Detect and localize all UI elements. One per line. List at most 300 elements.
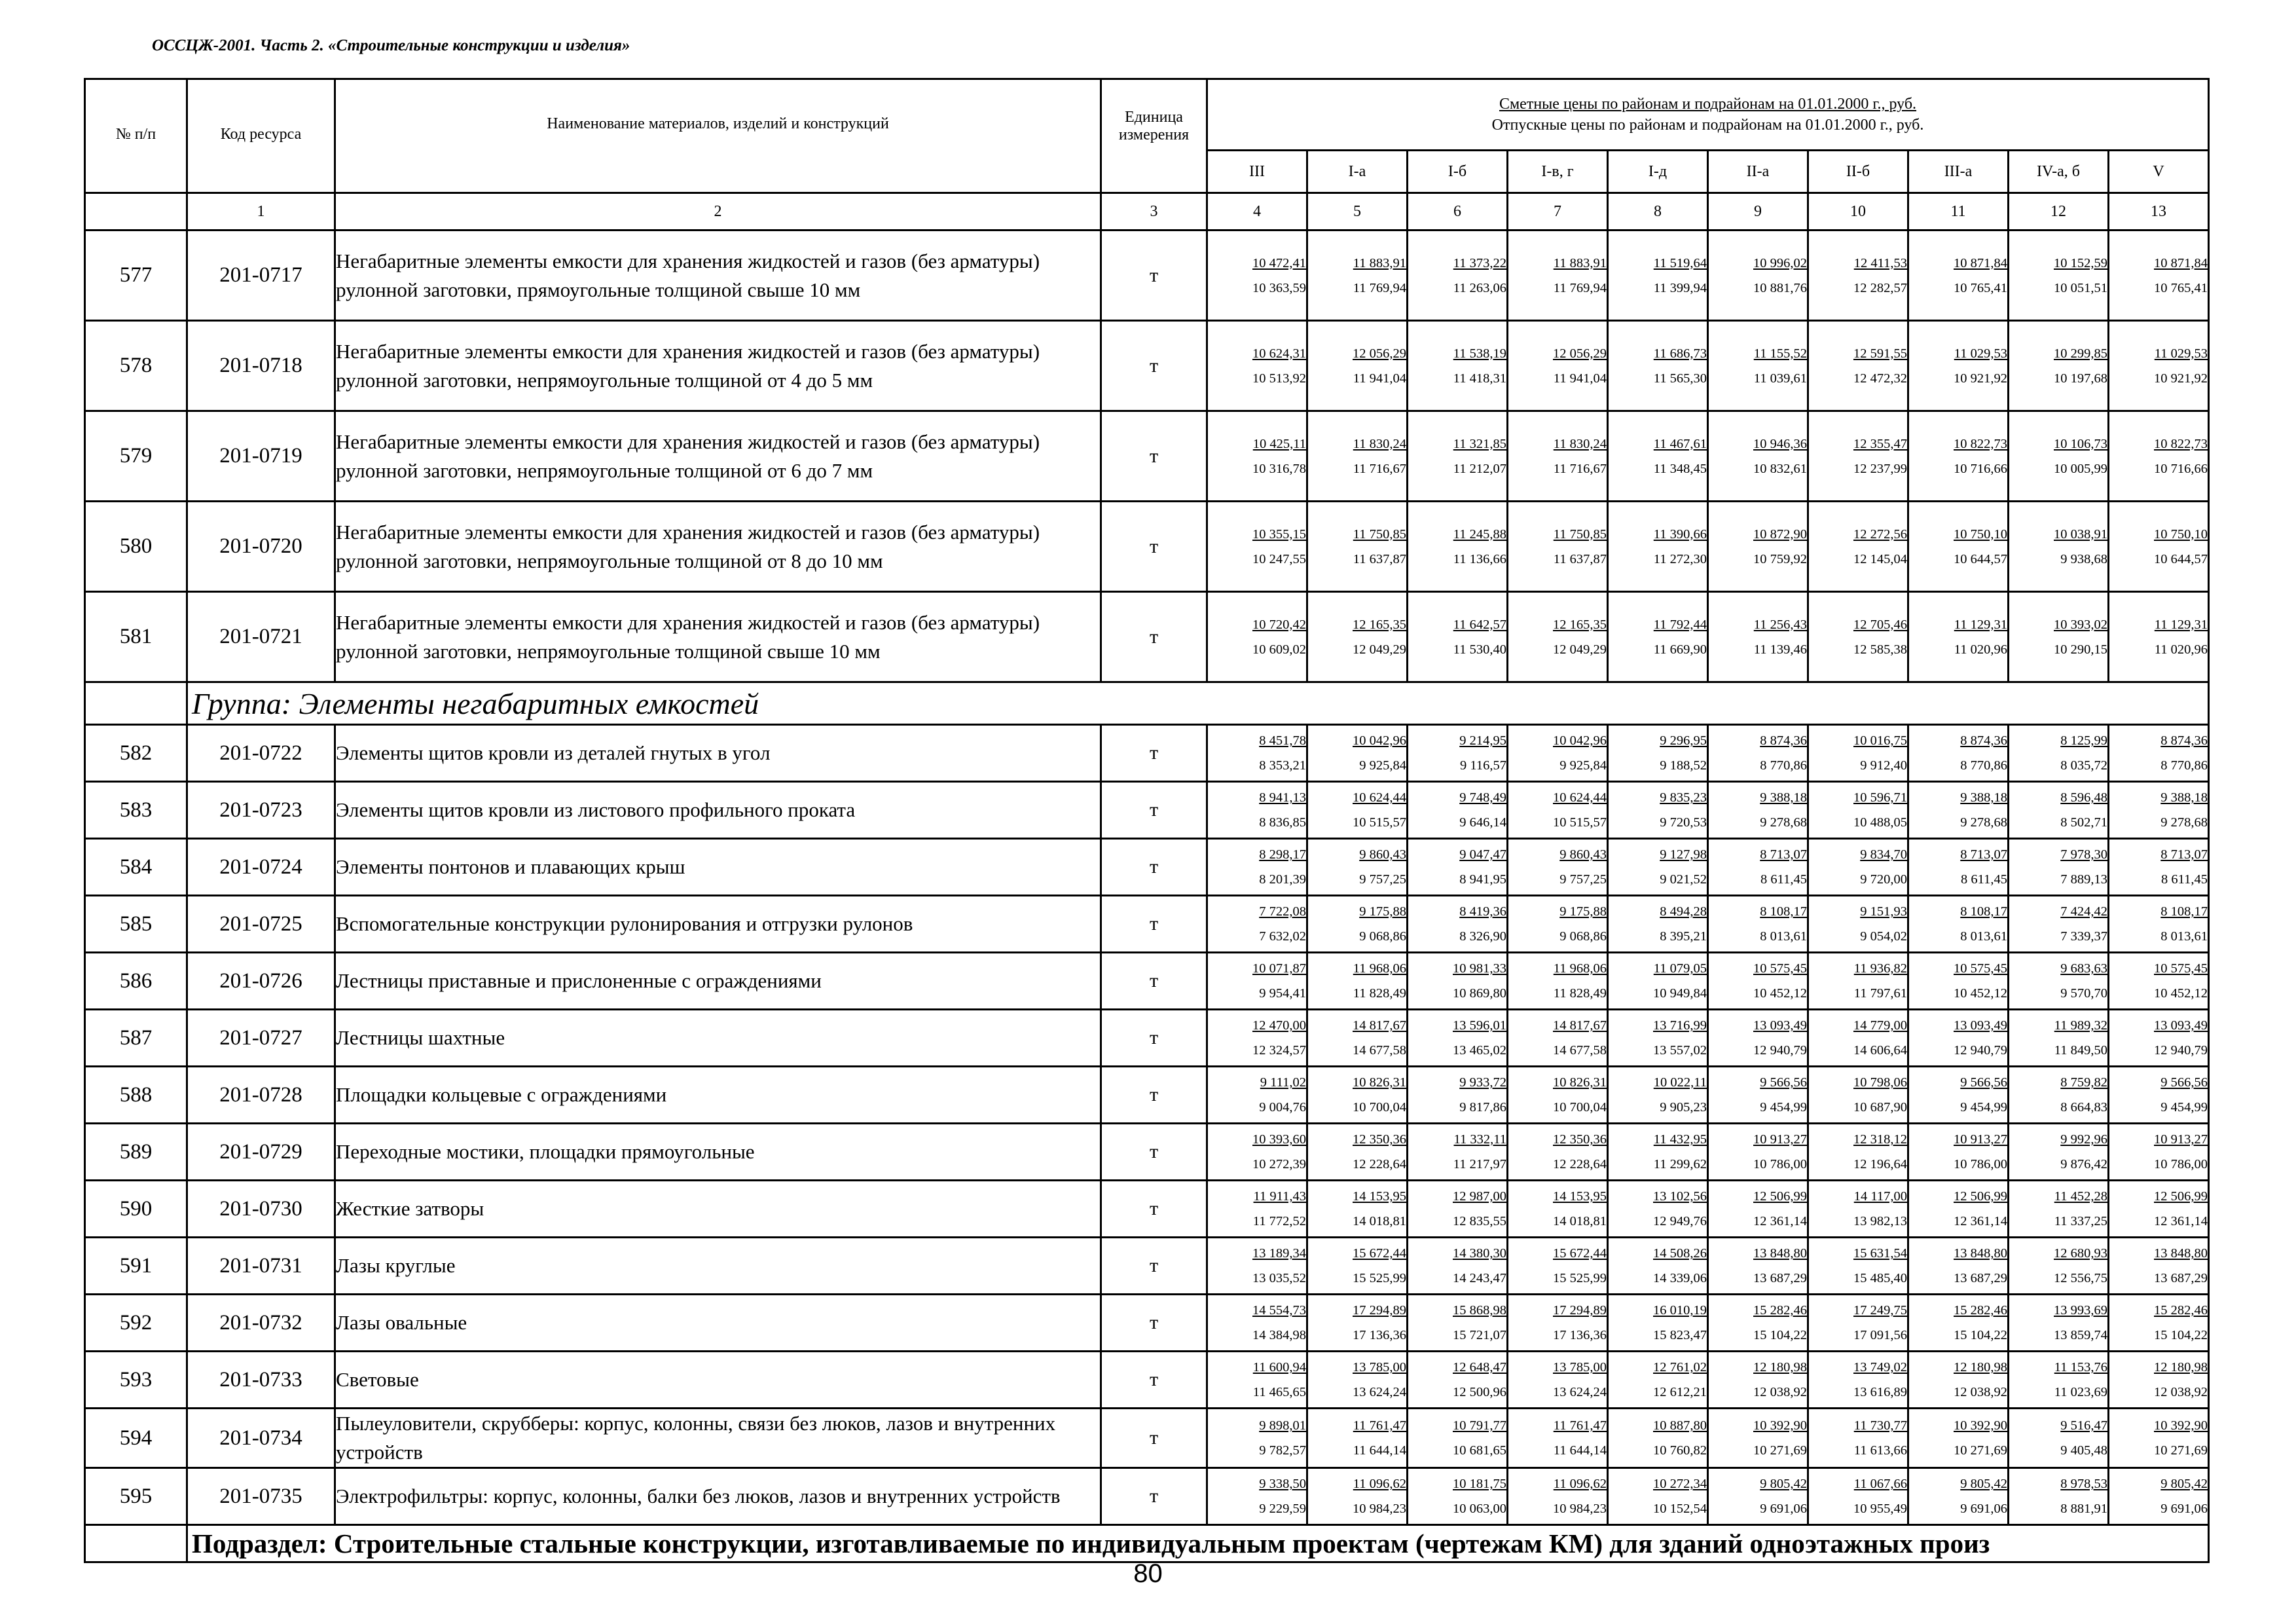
header-prices [1207, 79, 2209, 151]
price-cell [1207, 1238, 1307, 1295]
price-cell [1808, 1352, 1908, 1409]
row-number: 590 [85, 1181, 187, 1238]
estimate-price: 11 750,85 [1353, 526, 1406, 542]
item-name: Негабаритные элементы емкости для хранения жидкостей и газов (без арматуры) рулонной заготовки, непрямоугольные толщиной от 6 до 7 мм [335, 411, 1101, 502]
release-price: 10 452,12 [1954, 986, 2007, 1001]
release-price: 7 889,13 [2060, 872, 2107, 887]
group-row [85, 682, 2209, 725]
price-cell [1307, 1295, 1408, 1352]
estimate-price: 10 750,10 [1954, 526, 2007, 542]
price-cell [1708, 1352, 1808, 1409]
estimate-price: 12 180,98 [1753, 1360, 1807, 1375]
price-cell [1207, 953, 1307, 1010]
estimate-price: 10 355,15 [1252, 526, 1306, 542]
price-cell [1908, 953, 2009, 1010]
estimate-price: 10 425,11 [1252, 436, 1306, 451]
estimate-price: 9 566,56 [1760, 1075, 1807, 1090]
table-row [85, 1067, 2209, 1124]
estimate-price: 12 591,55 [1853, 346, 1907, 361]
price-cell [1808, 782, 1908, 839]
price-cell [1508, 411, 1608, 502]
price-cell [1708, 321, 1808, 411]
release-price: 11 941,04 [1353, 371, 1406, 386]
estimate-price: 7 978,30 [2060, 847, 2107, 862]
price-cell [1608, 1409, 1708, 1468]
price-cell [1908, 1409, 2009, 1468]
row-number: 594 [85, 1409, 187, 1468]
estimate-price: 13 596,01 [1453, 1018, 1506, 1033]
price-cell [1508, 1352, 1608, 1409]
price-cell [2109, 502, 2209, 592]
region-header: V [2109, 151, 2209, 193]
release-price: 17 091,56 [1853, 1328, 1907, 1342]
price-cell [1608, 1352, 1708, 1409]
release-price: 11 217,97 [1453, 1157, 1506, 1172]
release-price: 9 054,02 [1860, 929, 1907, 944]
column-number: 4 [1207, 193, 1307, 231]
estimate-price: 12 318,12 [1853, 1132, 1907, 1147]
release-price: 10 063,00 [1453, 1502, 1506, 1516]
estimate-price: 12 761,02 [1653, 1360, 1707, 1375]
release-price: 9 116,57 [1460, 758, 1506, 773]
price-cell [1408, 411, 1508, 502]
price-cell [1508, 321, 1608, 411]
release-price: 9 278,68 [2160, 815, 2208, 830]
column-number: 8 [1608, 193, 1708, 231]
item-name: Лестницы приставные и прислоненные с ограждениями [335, 953, 1101, 1010]
row-number: 584 [85, 839, 187, 896]
estimate-price: 8 874,36 [2160, 733, 2208, 748]
release-price: 10 716,66 [1954, 461, 2007, 476]
release-price: 9 068,86 [1559, 929, 1607, 944]
price-cell [1408, 231, 1508, 321]
price-cell [1608, 231, 1708, 321]
release-price: 9 004,76 [1259, 1100, 1306, 1115]
row-number: 579 [85, 411, 187, 502]
release-price: 9 925,84 [1359, 758, 1406, 773]
header-prices-release: Отпускные цены по районам и подрайонам на 01.01.2000 г., руб. [1491, 117, 1924, 134]
resource-code: 201-0729 [187, 1124, 335, 1181]
price-cell [1207, 1409, 1307, 1468]
price-cell [2009, 1181, 2109, 1238]
estimate-price: 10 299,85 [2054, 346, 2107, 361]
table-row [85, 1352, 2209, 1409]
price-cell [1608, 1010, 1708, 1067]
item-name: Элементы щитов кровли из деталей гнутых в угол [335, 725, 1101, 782]
release-price: 9 905,23 [1660, 1100, 1707, 1115]
estimate-price: 12 355,47 [1853, 436, 1907, 451]
table-row [85, 839, 2209, 896]
price-table [84, 78, 2210, 1563]
price-cell [1908, 231, 2009, 321]
estimate-price: 13 093,49 [2154, 1018, 2208, 1033]
estimate-price: 10 750,10 [2154, 526, 2208, 542]
release-price: 12 612,21 [1653, 1385, 1707, 1399]
estimate-price: 8 978,53 [2060, 1477, 2107, 1491]
estimate-price: 11 830,24 [1553, 436, 1607, 451]
estimate-price: 9 338,50 [1259, 1477, 1306, 1491]
release-price: 12 940,79 [1954, 1043, 2007, 1058]
estimate-price: 13 848,80 [2154, 1246, 2208, 1261]
price-cell [1808, 1295, 1908, 1352]
release-price: 12 038,92 [1954, 1385, 2007, 1399]
price-cell [1908, 1295, 2009, 1352]
price-cell [1307, 839, 1408, 896]
price-cell [1207, 1067, 1307, 1124]
item-name: Лазы круглые [335, 1238, 1101, 1295]
estimate-price: 10 106,73 [2054, 436, 2107, 451]
estimate-price: 11 373,22 [1453, 255, 1506, 270]
unit-cell: т [1101, 592, 1207, 682]
release-price: 10 051,51 [2054, 280, 2107, 295]
estimate-price: 10 042,96 [1353, 733, 1406, 748]
release-price: 11 828,49 [1553, 986, 1607, 1001]
price-cell [2009, 411, 2109, 502]
price-cell [1408, 782, 1508, 839]
release-price: 17 136,36 [1353, 1328, 1406, 1342]
release-price: 11 263,06 [1453, 280, 1506, 295]
price-cell [1408, 1409, 1508, 1468]
estimate-price: 11 750,85 [1553, 526, 1607, 542]
release-price: 11 849,50 [2054, 1043, 2107, 1058]
row-number: 592 [85, 1295, 187, 1352]
price-cell [1908, 1468, 2009, 1525]
release-price: 10 271,69 [1954, 1443, 2007, 1458]
price-cell [1307, 321, 1408, 411]
release-price: 11 716,67 [1353, 461, 1406, 476]
price-cell [1808, 1181, 1908, 1238]
price-cell [1508, 502, 1608, 592]
estimate-price: 8 713,07 [1760, 847, 1807, 862]
price-cell [1808, 1468, 1908, 1525]
estimate-price: 9 992,96 [2060, 1132, 2107, 1147]
price-cell [1808, 411, 1908, 502]
row-number: 588 [85, 1067, 187, 1124]
price-cell [1808, 839, 1908, 896]
release-price: 9 954,41 [1259, 986, 1306, 1001]
estimate-price: 13 716,99 [1653, 1018, 1707, 1033]
item-name: Негабаритные элементы емкости для хранения жидкостей и газов (без арматуры) рулонной заготовки, прямоугольные толщиной свыше 10 мм [335, 231, 1101, 321]
price-cell [1808, 502, 1908, 592]
estimate-price: 10 624,44 [1353, 790, 1406, 805]
estimate-price: 8 108,17 [1960, 904, 2007, 919]
price-cell [1808, 953, 1908, 1010]
release-price: 15 485,40 [1853, 1271, 1907, 1285]
price-cell [2009, 1010, 2109, 1067]
estimate-price: 9 860,43 [1559, 847, 1607, 862]
price-cell [1708, 1468, 1808, 1525]
unit-cell: т [1101, 321, 1207, 411]
estimate-price: 13 093,49 [1753, 1018, 1807, 1033]
release-price: 9 188,52 [1660, 758, 1707, 773]
estimate-price: 13 848,80 [1753, 1246, 1807, 1261]
item-name: Площадки кольцевые с ограждениями [335, 1067, 1101, 1124]
estimate-price: 12 411,53 [1853, 255, 1907, 270]
price-cell [2009, 231, 2109, 321]
estimate-price: 9 566,56 [1960, 1075, 2007, 1090]
release-price: 8 395,21 [1660, 929, 1707, 944]
table-row [85, 896, 2209, 953]
release-price: 11 212,07 [1453, 461, 1506, 476]
estimate-price: 13 993,69 [2054, 1303, 2107, 1318]
price-cell [1408, 1067, 1508, 1124]
estimate-price: 9 175,88 [1559, 904, 1607, 919]
estimate-price: 13 785,00 [1353, 1360, 1406, 1375]
estimate-price: 15 631,54 [1853, 1246, 1907, 1261]
price-cell [1408, 1124, 1508, 1181]
release-price: 9 720,00 [1860, 872, 1907, 887]
price-cell [1207, 896, 1307, 953]
estimate-price: 10 822,73 [1954, 436, 2007, 451]
release-price: 12 196,64 [1853, 1157, 1907, 1172]
release-price: 10 765,41 [1954, 280, 2007, 295]
estimate-price: 9 388,18 [1760, 790, 1807, 805]
price-cell [1508, 1124, 1608, 1181]
estimate-price: 14 817,67 [1353, 1018, 1406, 1033]
estimate-price: 11 761,47 [1353, 1418, 1406, 1433]
header-name: Наименование материалов, изделий и конструкций [335, 79, 1101, 193]
estimate-price: 9 805,42 [2160, 1477, 2208, 1491]
price-cell [1508, 896, 1608, 953]
release-price: 10 488,05 [1853, 815, 1907, 830]
item-name: Пылеуловители, скрубберы: корпус, колонны, связи без люков, лазов и внутренних устройств [335, 1409, 1101, 1468]
estimate-price: 15 672,44 [1353, 1246, 1406, 1261]
price-cell [1207, 1010, 1307, 1067]
resource-code: 201-0733 [187, 1352, 335, 1409]
price-cell [1708, 231, 1808, 321]
estimate-price: 12 056,29 [1553, 346, 1607, 361]
resource-code: 201-0730 [187, 1181, 335, 1238]
release-price: 8 035,72 [2060, 758, 2107, 773]
row-number: 591 [85, 1238, 187, 1295]
estimate-price: 13 749,02 [1853, 1360, 1907, 1375]
release-price: 9 278,68 [1760, 815, 1807, 830]
estimate-price: 8 125,99 [2060, 733, 2107, 748]
resource-code: 201-0721 [187, 592, 335, 682]
column-number: 10 [1808, 193, 1908, 231]
release-price: 8 201,39 [1259, 872, 1306, 887]
resource-code: 201-0726 [187, 953, 335, 1010]
estimate-price: 10 720,42 [1252, 617, 1306, 632]
release-price: 11 530,40 [1453, 642, 1506, 657]
estimate-price: 9 151,93 [1860, 904, 1907, 919]
estimate-price: 8 874,36 [1960, 733, 2007, 748]
estimate-price: 11 600,94 [1252, 1360, 1306, 1375]
row-number: 586 [85, 953, 187, 1010]
unit-cell: т [1101, 231, 1207, 321]
release-price: 13 035,52 [1252, 1271, 1306, 1285]
release-price: 14 677,58 [1353, 1043, 1406, 1058]
estimate-price: 12 165,35 [1553, 617, 1607, 632]
estimate-price: 10 392,90 [2154, 1418, 2208, 1433]
header-unit [1101, 79, 1207, 193]
estimate-price: 11 079,05 [1653, 961, 1707, 976]
price-cell [1708, 411, 1808, 502]
price-cell [1908, 321, 2009, 411]
price-cell [1207, 231, 1307, 321]
column-number: 13 [2109, 193, 2209, 231]
price-cell [1708, 953, 1808, 1010]
estimate-price: 10 392,90 [1954, 1418, 2007, 1433]
release-price: 9 691,06 [1760, 1502, 1807, 1516]
item-name: Жесткие затворы [335, 1181, 1101, 1238]
estimate-price: 11 332,11 [1453, 1132, 1506, 1147]
row-number: 583 [85, 782, 187, 839]
price-cell [1408, 1010, 1508, 1067]
price-cell [1508, 1181, 1608, 1238]
estimate-price: 12 056,29 [1353, 346, 1406, 361]
header-code: Код ресурса [187, 79, 335, 193]
estimate-price: 10 826,31 [1353, 1075, 1406, 1090]
release-price: 7 632,02 [1259, 929, 1306, 944]
release-price: 10 687,90 [1853, 1100, 1907, 1115]
price-cell [2109, 231, 2209, 321]
price-cell [2109, 321, 2209, 411]
release-price: 11 797,61 [1853, 986, 1907, 1001]
estimate-price: 11 153,76 [2054, 1360, 2107, 1375]
price-cell [1708, 782, 1808, 839]
unit-cell: т [1101, 1067, 1207, 1124]
price-cell [1608, 1067, 1708, 1124]
estimate-price: 8 759,82 [2060, 1075, 2107, 1090]
estimate-price: 12 506,99 [1753, 1189, 1807, 1204]
price-cell [1307, 953, 1408, 1010]
table-row [85, 1181, 2209, 1238]
price-cell [1608, 725, 1708, 782]
release-price: 12 361,14 [2154, 1214, 2208, 1228]
running-head: ОССЦЖ-2001. Часть 2. «Строительные конструкции и изделия» [152, 37, 630, 54]
release-price: 15 525,99 [1353, 1271, 1406, 1285]
price-cell [1408, 1295, 1508, 1352]
release-price: 11 299,62 [1653, 1157, 1707, 1172]
item-name: Вспомогательные конструкции рулонирования и отгрузки рулонов [335, 896, 1101, 953]
estimate-price: 14 817,67 [1553, 1018, 1607, 1033]
release-price: 11 039,61 [1753, 371, 1807, 386]
price-cell [1508, 1468, 1608, 1525]
estimate-price: 10 392,90 [1753, 1418, 1807, 1433]
price-cell [1307, 782, 1408, 839]
estimate-price: 10 472,41 [1252, 255, 1306, 270]
price-cell [2109, 839, 2209, 896]
price-cell [1508, 953, 1608, 1010]
estimate-price: 11 129,31 [2154, 617, 2208, 632]
release-price: 8 013,61 [1760, 929, 1807, 944]
estimate-price: 8 108,17 [2160, 904, 2208, 919]
release-price: 14 384,98 [1252, 1328, 1306, 1342]
row-number: 593 [85, 1352, 187, 1409]
price-cell [1908, 1067, 2009, 1124]
item-name: Элементы щитов кровли из листового профильного проката [335, 782, 1101, 839]
resource-code: 201-0718 [187, 321, 335, 411]
release-price: 12 940,79 [2154, 1043, 2208, 1058]
resource-code: 201-0725 [187, 896, 335, 953]
price-cell [1307, 1468, 1408, 1525]
estimate-price: 10 038,91 [2054, 526, 2107, 542]
unit-cell: т [1101, 896, 1207, 953]
price-cell [2109, 1124, 2209, 1181]
estimate-price: 11 686,73 [1653, 346, 1707, 361]
release-price: 8 611,45 [2161, 872, 2208, 887]
price-cell [2009, 1295, 2109, 1352]
release-price: 10 832,61 [1753, 461, 1807, 476]
release-price: 12 361,14 [1753, 1214, 1807, 1228]
price-cell [1508, 839, 1608, 896]
price-cell [1908, 1124, 2009, 1181]
table-row [85, 592, 2209, 682]
release-price: 13 624,24 [1353, 1385, 1406, 1399]
price-cell [1207, 725, 1307, 782]
release-price: 14 243,47 [1453, 1271, 1506, 1285]
estimate-price: 9 296,95 [1660, 733, 1707, 748]
release-price: 10 644,57 [1954, 551, 2007, 566]
release-price: 12 228,64 [1553, 1157, 1607, 1172]
row-number: 582 [85, 725, 187, 782]
estimate-price: 11 067,66 [1853, 1477, 1907, 1491]
release-price: 13 616,89 [1853, 1385, 1907, 1399]
release-price: 10 271,69 [2154, 1443, 2208, 1458]
estimate-price: 12 180,98 [2154, 1360, 2208, 1375]
price-cell [2009, 896, 2109, 953]
estimate-price: 8 108,17 [1760, 904, 1807, 919]
estimate-price: 11 730,77 [1853, 1418, 1907, 1433]
estimate-price: 10 871,84 [2154, 255, 2208, 270]
price-cell [1307, 411, 1408, 502]
estimate-price: 12 180,98 [1954, 1360, 2007, 1375]
estimate-price: 14 779,00 [1853, 1018, 1907, 1033]
resource-code: 201-0732 [187, 1295, 335, 1352]
column-number: 5 [1307, 193, 1408, 231]
column-number: 2 [335, 193, 1101, 231]
release-price: 8 013,61 [1960, 929, 2007, 944]
release-price: 10 786,00 [2154, 1157, 2208, 1172]
price-cell [1808, 592, 1908, 682]
release-price: 9 454,99 [2160, 1100, 2208, 1115]
estimate-price: 9 834,70 [1860, 847, 1907, 862]
estimate-price: 10 042,96 [1553, 733, 1607, 748]
estimate-price: 12 272,56 [1853, 526, 1907, 542]
resource-code: 201-0734 [187, 1409, 335, 1468]
estimate-price: 10 393,60 [1252, 1132, 1306, 1147]
release-price: 10 197,68 [2054, 371, 2107, 386]
price-cell [1207, 1124, 1307, 1181]
release-price: 10 609,02 [1252, 642, 1306, 657]
resource-code: 201-0731 [187, 1238, 335, 1295]
estimate-price: 10 624,31 [1252, 346, 1306, 361]
release-price: 12 940,79 [1753, 1043, 1807, 1058]
resource-code: 201-0728 [187, 1067, 335, 1124]
release-price: 13 557,02 [1653, 1043, 1707, 1058]
region-header: II-а [1708, 151, 1808, 193]
resource-code: 201-0720 [187, 502, 335, 592]
release-price: 11 020,96 [2154, 642, 2208, 657]
release-price: 10 515,57 [1553, 815, 1607, 830]
unit-cell: т [1101, 1409, 1207, 1468]
price-cell [1608, 321, 1708, 411]
unit-cell: т [1101, 839, 1207, 896]
estimate-price: 10 152,59 [2054, 255, 2107, 270]
estimate-price: 10 071,87 [1252, 961, 1306, 976]
estimate-price: 12 987,00 [1453, 1189, 1506, 1204]
release-price: 8 611,45 [1760, 872, 1807, 887]
release-price: 8 941,95 [1459, 872, 1506, 887]
column-number: 9 [1708, 193, 1808, 231]
item-name: Элементы понтонов и плавающих крыш [335, 839, 1101, 896]
price-cell [2109, 1181, 2209, 1238]
estimate-price: 12 506,99 [2154, 1189, 2208, 1204]
release-price: 13 859,74 [2054, 1328, 2107, 1342]
estimate-price: 9 835,23 [1660, 790, 1707, 805]
estimate-price: 8 713,07 [2160, 847, 2208, 862]
